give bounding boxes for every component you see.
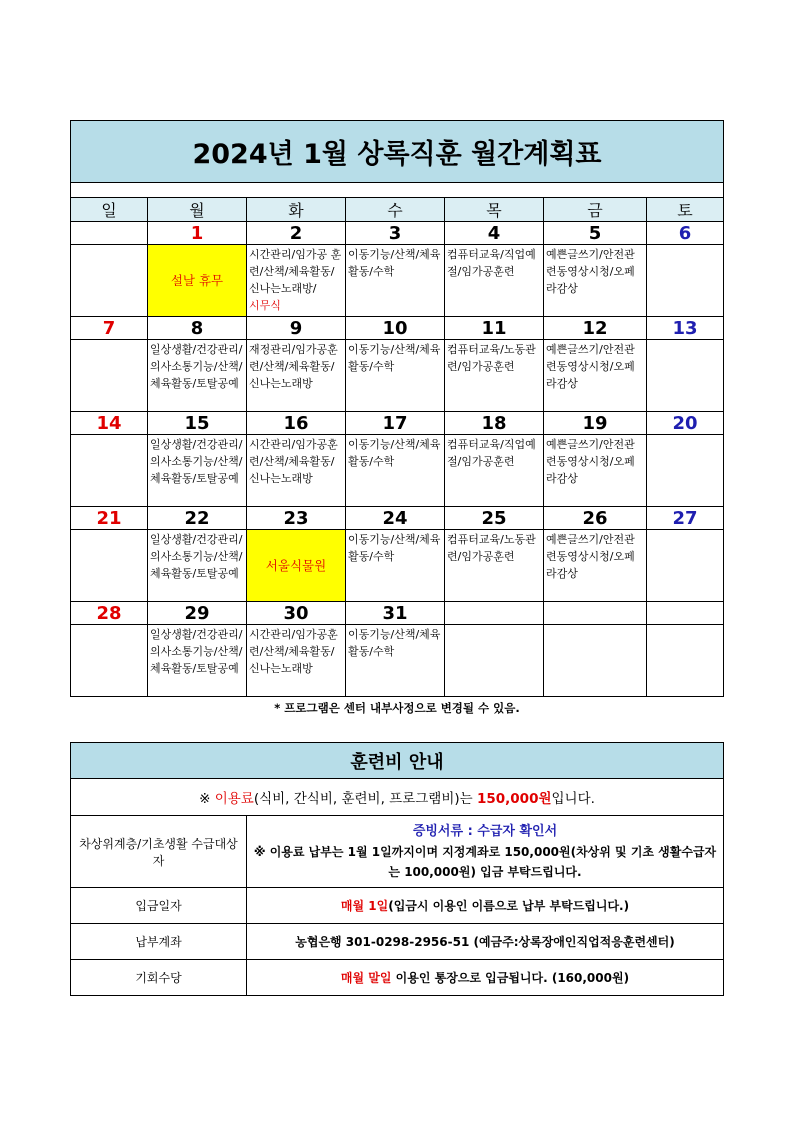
date-cell [647,602,724,625]
activity-cell: 일상생활/건강관리/의사소통기능/산책/체육활동/토탈공예 [148,530,247,602]
date-cell: 26 [544,507,647,530]
activity-cell: 이동기능/산책/체육활동/수학 [346,530,445,602]
date-cell: 22 [148,507,247,530]
date-cell: 28 [71,602,148,625]
week-1-dates [71,222,724,245]
field-trip-cell: 서울식물원 [247,530,346,602]
eligibility-row [71,816,724,888]
activity-cell: 시간관리/임가공훈련/산책/체육활동/신나는노래방 [247,625,346,697]
activity-cell: 예쁜글쓰기/안전관련동영상시청/오페라감상 [544,435,647,507]
deposit-date-text: (입금시 이용인 이름으로 납부 부탁드립니다.) [388,899,630,913]
date-cell: 25 [445,507,544,530]
date-cell [445,602,544,625]
date-cell: 15 [148,412,247,435]
date-cell: 9 [247,317,346,340]
payment-instructions: ※ 이용료 납부는 1월 1일까지이며 지정계좌로 150,000원(차상위 및 기초 생활수급자는 100,000원) 입금 부탁드립니다. [253,844,717,879]
week-2-activities [71,340,724,412]
ceremony-text: 시무식 [249,299,281,312]
date-cell: 23 [247,507,346,530]
calendar-title: 2024년 1월 상록직훈 월간계획표 [71,121,724,183]
week-4-activities [71,530,724,602]
date-cell: 5 [544,222,647,245]
week-5-activities [71,625,724,697]
activity-cell: 컴퓨터교육/직업예절/임가공훈련 [445,435,544,507]
date-cell: 14 [71,412,148,435]
allowance-text: 이용인 통장으로 입금됩니다. (160,000원) [391,971,630,985]
deposit-date-row [71,888,724,924]
weekday-thu: 목 [445,198,544,222]
date-cell: 17 [346,412,445,435]
date-cell: 31 [346,602,445,625]
date-cell: 12 [544,317,647,340]
activity-cell: 시간관리/임가공훈련/산책/체육활동/신나는노래방 [247,435,346,507]
activity-cell [71,340,148,412]
fee-items: (식비, 간식비, 훈련비, 프로그램비)는 [253,791,477,807]
date-cell [71,222,148,245]
date-cell: 8 [148,317,247,340]
activity-cell [71,530,148,602]
fee-prefix: ※ [199,791,215,807]
fee-amount: 150,000원 [476,791,552,807]
date-cell: 24 [346,507,445,530]
date-cell: 1 [148,222,247,245]
fee-info-table [70,742,724,996]
date-cell: 21 [71,507,148,530]
weekday-fri: 금 [544,198,647,222]
activity-cell [71,625,148,697]
date-cell: 6 [647,222,724,245]
week-3-dates [71,412,724,435]
activity-cell: 이동기능/산책/체육활동/수학 [346,245,445,317]
spacer-row [71,183,724,198]
date-cell: 11 [445,317,544,340]
fee-info-title: 훈련비 안내 [71,743,724,779]
account-value: 농협은행 301-0298-2956-51 (예금주:상록장애인직업적응훈련센터) [247,924,724,960]
activity-cell: 일상생활/건강관리/의사소통기능/산책/체육활동/토탈공예 [148,340,247,412]
activity-cell: 재정관리/임가공훈련/산책/체육활동/신나는노래방 [247,340,346,412]
account-label: 납부계좌 [71,924,247,960]
eligibility-value [247,816,724,888]
week-3-activities [71,435,724,507]
date-cell: 13 [647,317,724,340]
account-row [71,924,724,960]
weekday-mon: 월 [148,198,247,222]
date-cell: 27 [647,507,724,530]
monthly-plan-calendar [70,120,724,697]
weekday-wed: 수 [346,198,445,222]
week-5-dates [71,602,724,625]
date-cell: 18 [445,412,544,435]
activity-cell [445,625,544,697]
activity-cell: 컴퓨터교육/직업예절/임가공훈련 [445,245,544,317]
date-cell: 7 [71,317,148,340]
activity-cell: 이동기능/산책/체육활동/수학 [346,435,445,507]
allowance-value [247,960,724,996]
activity-cell [71,435,148,507]
fee-summary [71,779,724,816]
activity-cell: 이동기능/산책/체육활동/수학 [346,340,445,412]
activity-cell [544,625,647,697]
deposit-date-highlight: 매월 1일 [340,899,389,913]
activity-cell: 컴퓨터교육/노동관련/임가공훈련 [445,530,544,602]
holiday-cell: 설날 휴무 [148,245,247,317]
fee-suffix: 입니다. [551,791,595,807]
date-cell: 4 [445,222,544,245]
cert-title: 증빙서류 : 수급자 확인서 [412,823,558,839]
deposit-date-label: 입금일자 [71,888,247,924]
allowance-label: 기회수당 [71,960,247,996]
date-cell: 20 [647,412,724,435]
weekday-sun: 일 [71,198,148,222]
activity-cell: 이동기능/산책/체육활동/수학 [346,625,445,697]
date-cell: 10 [346,317,445,340]
activity-cell: 일상생활/건강관리/의사소통기능/산책/체육활동/토탈공예 [148,435,247,507]
date-cell: 30 [247,602,346,625]
activity-cell: 일상생활/건강관리/의사소통기능/산책/체육활동/토탈공예 [148,625,247,697]
week-1-activities [71,245,724,317]
date-cell: 19 [544,412,647,435]
activity-cell [647,530,724,602]
activity-cell: 예쁜글쓰기/안전관련동영상시청/오페라감상 [544,530,647,602]
date-cell: 16 [247,412,346,435]
date-cell: 2 [247,222,346,245]
activity-cell [71,245,148,317]
weekday-tue: 화 [247,198,346,222]
deposit-date-value [247,888,724,924]
allowance-highlight: 매월 말일 [340,971,392,985]
week-4-dates [71,507,724,530]
activity-cell: 예쁜글쓰기/안전관련동영상시청/오페라감상 [544,340,647,412]
eligibility-label: 차상위계층/기초생활 수급대상자 [71,816,247,888]
activity-cell [647,625,724,697]
fee-label: 이용료 [214,791,254,807]
date-cell [544,602,647,625]
date-cell: 29 [148,602,247,625]
activity-cell [647,245,724,317]
date-cell: 3 [346,222,445,245]
schedule-change-note: * 프로그램은 센터 내부사정으로 변경될 수 있음. [274,701,520,715]
activity-cell [247,245,346,317]
activity-cell [647,435,724,507]
activity-cell: 컴퓨터교육/노동관련/임가공훈련 [445,340,544,412]
week-2-dates [71,317,724,340]
activity-cell: 예쁜글쓰기/안전관련동영상시청/오페라감상 [544,245,647,317]
allowance-row [71,960,724,996]
weekday-sat: 토 [647,198,724,222]
weekday-header [71,198,724,222]
activity-cell [647,340,724,412]
activity-text: 시간관리/임가공 훈련/산책/체육활동/신나는노래방/ [249,248,342,295]
